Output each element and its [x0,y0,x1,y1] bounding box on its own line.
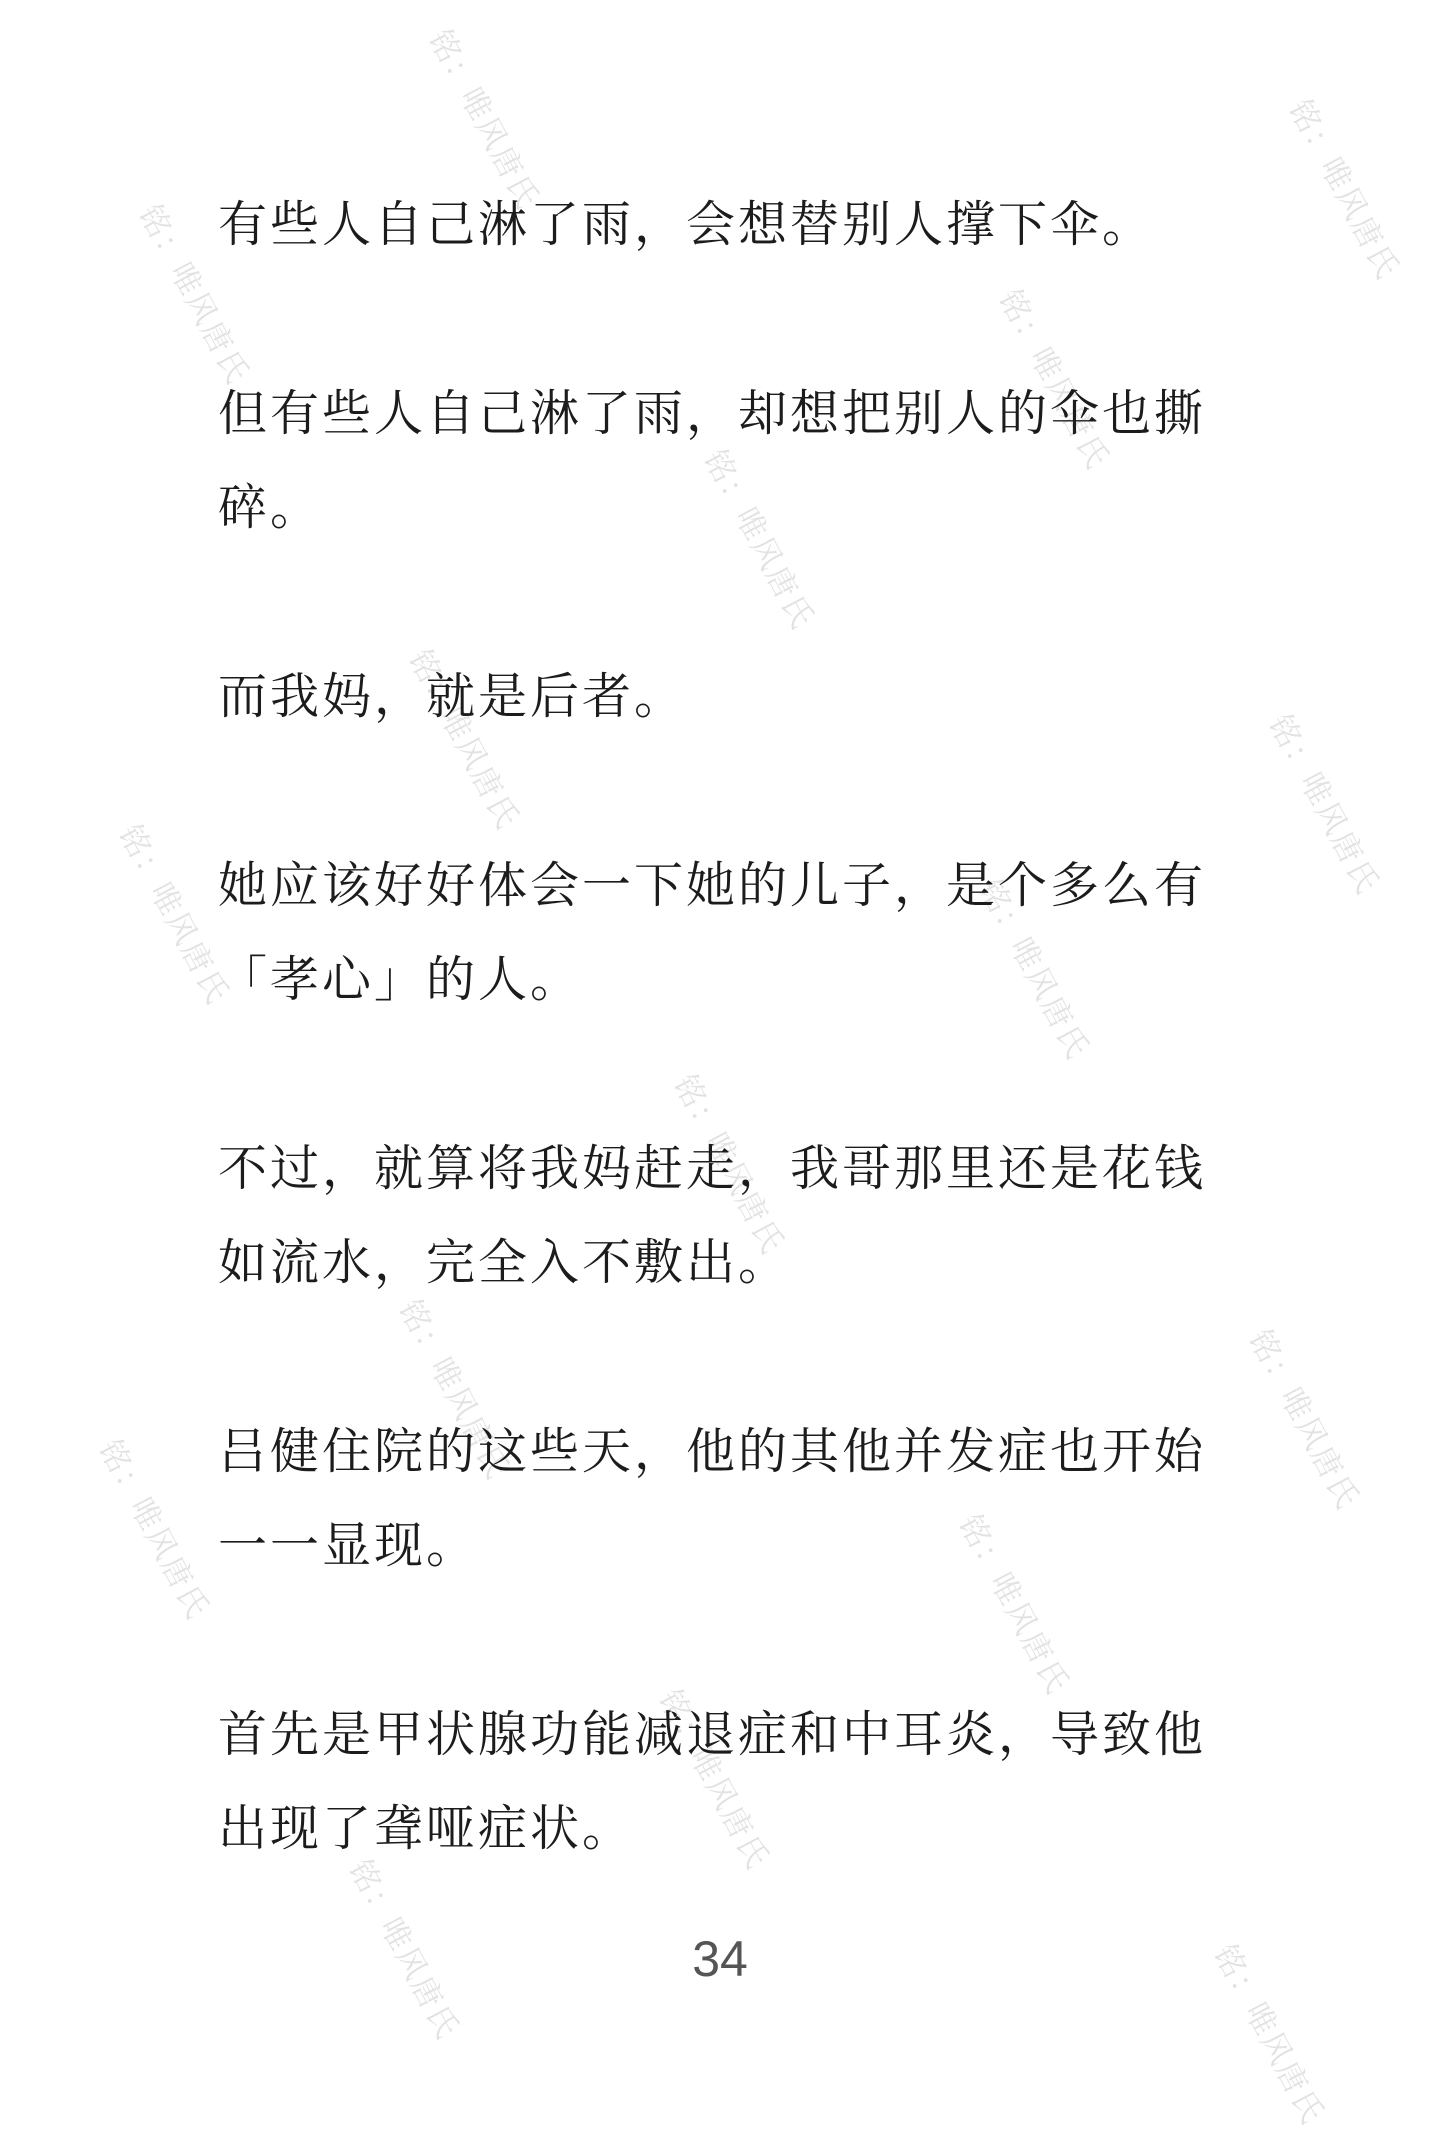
paragraph: 吕健住院的这些天，他的其他并发症也开始一一显现。 [218,1423,1207,1574]
article-body [218,178,1228,1876]
watermark: 铭：唯风唐氏 [421,23,546,216]
watermark: 铭：唯风唐氏 [391,1293,516,1486]
watermark: 铭：唯风唐氏 [111,818,236,1011]
watermark: 铭：唯风唐氏 [1206,1938,1331,2131]
watermark: 铭：唯风唐氏 [1241,1323,1366,1516]
watermark: 铭：唯风唐氏 [1281,93,1406,286]
watermark: 铭：唯风唐氏 [951,1508,1076,1701]
paragraph: 但有些人自己淋了雨，却想把别人的伞也撕碎。 [218,385,1207,536]
watermark: 铭：唯风唐氏 [131,198,256,391]
watermark: 铭：唯风唐氏 [1261,708,1386,901]
watermark: 铭：唯风唐氏 [401,643,526,836]
paragraph: 有些人自己淋了雨，会想替别人撑下伞。 [218,196,1155,253]
paragraph: 不过，就算将我妈赶走，我哥那里还是花钱如流水，完全入不敷出。 [218,1140,1207,1291]
watermark: 铭：唯风唐氏 [696,443,821,636]
watermark: 铭：唯风唐氏 [971,873,1096,1066]
watermark: 铭：唯风唐氏 [91,1433,216,1626]
paragraph: 而我妈，就是后者。 [218,668,687,725]
watermark: 铭：唯风唐氏 [651,1683,776,1876]
page-number: 34 [692,1931,748,1987]
paragraph: 首先是甲状腺功能减退症和中耳炎，导致他出现了聋哑症状。 [218,1706,1207,1857]
watermark: 铭：唯风唐氏 [991,283,1116,476]
watermark: 铭：唯风唐氏 [341,1853,466,2046]
paragraph: 她应该好好体会一下她的儿子，是个多么有「孝心」的人。 [218,857,1207,1008]
watermark: 铭：唯风唐氏 [666,1068,791,1261]
